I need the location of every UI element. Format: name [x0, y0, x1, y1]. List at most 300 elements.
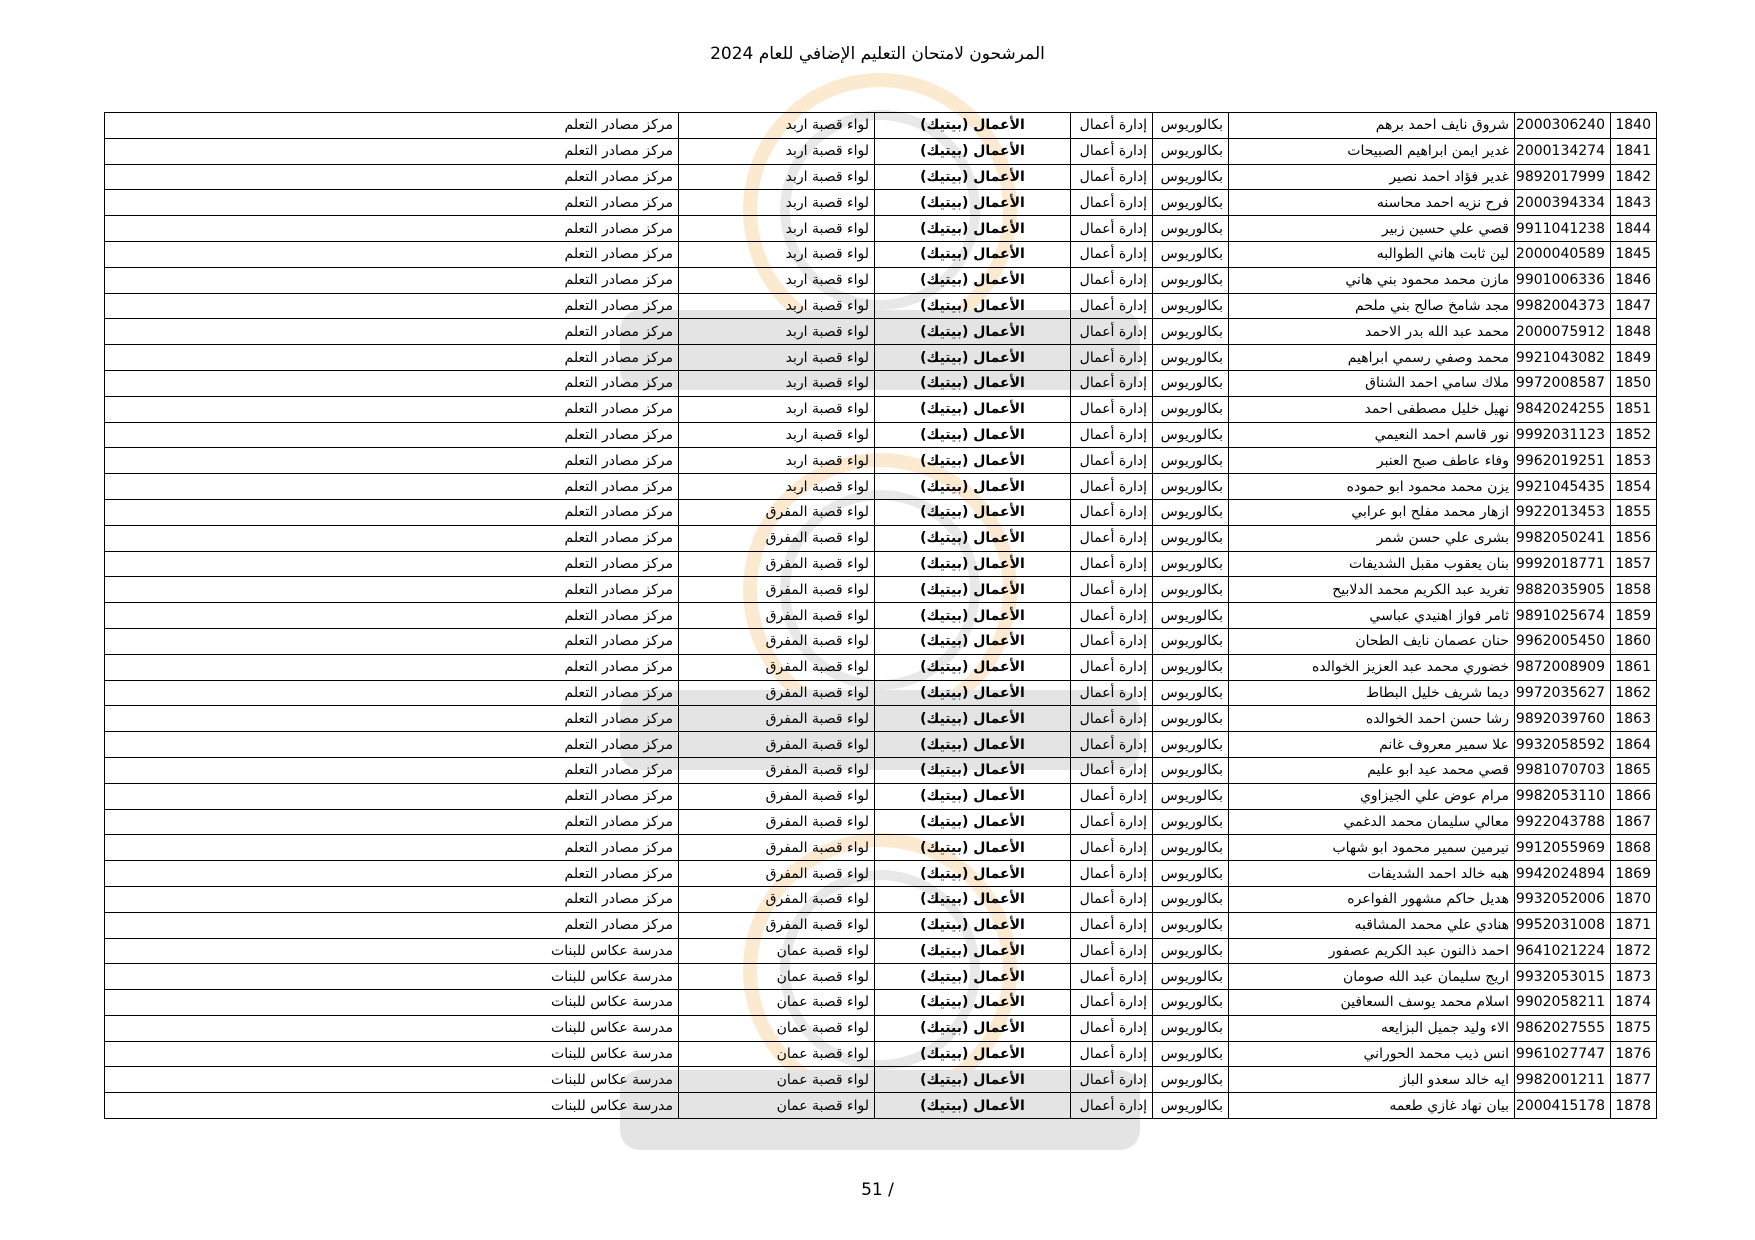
- exam-center-cell: مركز مصادر التعلم: [105, 706, 679, 732]
- national-id-cell: 9992031123: [1515, 422, 1611, 448]
- exam-center-cell: مركز مصادر التعلم: [105, 783, 679, 809]
- degree-cell: بكالوريوس: [1153, 654, 1229, 680]
- exam-center-cell: مركز مصادر التعلم: [105, 138, 679, 164]
- candidate-name-cell: رشا حسن احمد الخوالده: [1229, 706, 1515, 732]
- exam-center-cell: مدرسة عكاس للبنات: [105, 990, 679, 1016]
- district-cell: لواء قصبة المفرق: [679, 732, 875, 758]
- national-id-cell: 9952031008: [1515, 912, 1611, 938]
- degree-cell: بكالوريوس: [1153, 448, 1229, 474]
- degree-cell: بكالوريوس: [1153, 835, 1229, 861]
- table-row: [105, 551, 1657, 577]
- row-number-cell: 1859: [1611, 603, 1657, 629]
- national-id-cell: 9972035627: [1515, 680, 1611, 706]
- national-id-cell: 9972008587: [1515, 370, 1611, 396]
- candidate-name-cell: ديما شريف خليل البطاط: [1229, 680, 1515, 706]
- candidate-name-cell: مرام عوض علي الجيزاوي: [1229, 783, 1515, 809]
- district-cell: لواء قصبة المفرق: [679, 861, 875, 887]
- district-cell: لواء قصبة اربد: [679, 448, 875, 474]
- candidate-name-cell: وفاء عاطف صبح العنبر: [1229, 448, 1515, 474]
- exam-center-cell: مدرسة عكاس للبنات: [105, 1041, 679, 1067]
- table-row: [105, 1041, 1657, 1067]
- district-cell: لواء قصبة المفرق: [679, 551, 875, 577]
- national-id-cell: 9842024255: [1515, 396, 1611, 422]
- row-number-cell: 1876: [1611, 1041, 1657, 1067]
- specialty-cell: إدارة أعمال: [1071, 267, 1153, 293]
- specialty-cell: إدارة أعمال: [1071, 345, 1153, 371]
- district-cell: لواء قصبة اربد: [679, 396, 875, 422]
- district-cell: لواء قصبة المفرق: [679, 835, 875, 861]
- exam-type-cell: الأعمال (بيتيك): [875, 912, 1071, 938]
- national-id-cell: 9942024894: [1515, 861, 1611, 887]
- national-id-cell: 9921045435: [1515, 474, 1611, 500]
- table-row: [105, 345, 1657, 371]
- degree-cell: بكالوريوس: [1153, 422, 1229, 448]
- degree-cell: بكالوريوس: [1153, 861, 1229, 887]
- exam-type-cell: الأعمال (بيتيك): [875, 628, 1071, 654]
- national-id-cell: 9932053015: [1515, 964, 1611, 990]
- row-number-cell: 1867: [1611, 809, 1657, 835]
- district-cell: لواء قصبة المفرق: [679, 603, 875, 629]
- exam-center-cell: مركز مصادر التعلم: [105, 757, 679, 783]
- exam-center-cell: مركز مصادر التعلم: [105, 474, 679, 500]
- row-number-cell: 1853: [1611, 448, 1657, 474]
- specialty-cell: إدارة أعمال: [1071, 732, 1153, 758]
- table-row: [105, 267, 1657, 293]
- specialty-cell: إدارة أعمال: [1071, 835, 1153, 861]
- candidate-name-cell: محمد وصفي رسمي ابراهيم: [1229, 345, 1515, 371]
- exam-center-cell: مركز مصادر التعلم: [105, 448, 679, 474]
- exam-type-cell: الأعمال (بيتيك): [875, 1093, 1071, 1119]
- candidate-name-cell: ملاك سامي احمد الشناق: [1229, 370, 1515, 396]
- table-row: [105, 706, 1657, 732]
- table-body: [105, 113, 1657, 1119]
- row-number-cell: 1849: [1611, 345, 1657, 371]
- row-number-cell: 1865: [1611, 757, 1657, 783]
- exam-center-cell: مدرسة عكاس للبنات: [105, 1015, 679, 1041]
- district-cell: لواء قصبة المفرق: [679, 654, 875, 680]
- exam-center-cell: مركز مصادر التعلم: [105, 886, 679, 912]
- exam-center-cell: مركز مصادر التعلم: [105, 603, 679, 629]
- national-id-cell: 9891025674: [1515, 603, 1611, 629]
- district-cell: لواء قصبة اربد: [679, 216, 875, 242]
- exam-type-cell: الأعمال (بيتيك): [875, 706, 1071, 732]
- row-number-cell: 1870: [1611, 886, 1657, 912]
- exam-type-cell: الأعمال (بيتيك): [875, 138, 1071, 164]
- row-number-cell: 1851: [1611, 396, 1657, 422]
- specialty-cell: إدارة أعمال: [1071, 319, 1153, 345]
- row-number-cell: 1874: [1611, 990, 1657, 1016]
- district-cell: لواء قصبة اربد: [679, 422, 875, 448]
- table-row: [105, 1093, 1657, 1119]
- degree-cell: بكالوريوس: [1153, 113, 1229, 139]
- exam-center-cell: مركز مصادر التعلم: [105, 551, 679, 577]
- exam-center-cell: مركز مصادر التعلم: [105, 293, 679, 319]
- exam-type-cell: الأعمال (بيتيك): [875, 319, 1071, 345]
- candidate-name-cell: لين ثابت هاني الطوالبه: [1229, 241, 1515, 267]
- degree-cell: بكالوريوس: [1153, 293, 1229, 319]
- table-row: [105, 525, 1657, 551]
- national-id-cell: 9982050241: [1515, 525, 1611, 551]
- district-cell: لواء قصبة اربد: [679, 241, 875, 267]
- district-cell: لواء قصبة عمان: [679, 1093, 875, 1119]
- table-row: [105, 886, 1657, 912]
- exam-center-cell: مركز مصادر التعلم: [105, 861, 679, 887]
- degree-cell: بكالوريوس: [1153, 267, 1229, 293]
- specialty-cell: إدارة أعمال: [1071, 422, 1153, 448]
- degree-cell: بكالوريوس: [1153, 783, 1229, 809]
- district-cell: لواء قصبة المفرق: [679, 680, 875, 706]
- specialty-cell: إدارة أعمال: [1071, 241, 1153, 267]
- district-cell: لواء قصبة اربد: [679, 138, 875, 164]
- table-row: [105, 938, 1657, 964]
- table-row: [105, 190, 1657, 216]
- district-cell: لواء قصبة المفرق: [679, 783, 875, 809]
- specialty-cell: إدارة أعمال: [1071, 396, 1153, 422]
- exam-type-cell: الأعمال (بيتيك): [875, 732, 1071, 758]
- exam-type-cell: الأعمال (بيتيك): [875, 886, 1071, 912]
- exam-center-cell: مركز مصادر التعلم: [105, 654, 679, 680]
- national-id-cell: 9982001211: [1515, 1067, 1611, 1093]
- specialty-cell: إدارة أعمال: [1071, 990, 1153, 1016]
- candidate-name-cell: علا سمير معروف غانم: [1229, 732, 1515, 758]
- exam-type-cell: الأعمال (بيتيك): [875, 190, 1071, 216]
- row-number-cell: 1866: [1611, 783, 1657, 809]
- national-id-cell: 2000134274: [1515, 138, 1611, 164]
- row-number-cell: 1862: [1611, 680, 1657, 706]
- district-cell: لواء قصبة المفرق: [679, 628, 875, 654]
- table-row: [105, 499, 1657, 525]
- candidate-name-cell: ثامر فواز اهنيدي عباسي: [1229, 603, 1515, 629]
- table-row: [105, 861, 1657, 887]
- degree-cell: بكالوريوس: [1153, 912, 1229, 938]
- exam-type-cell: الأعمال (بيتيك): [875, 861, 1071, 887]
- exam-center-cell: مدرسة عكاس للبنات: [105, 1093, 679, 1119]
- specialty-cell: إدارة أعمال: [1071, 474, 1153, 500]
- exam-center-cell: مدرسة عكاس للبنات: [105, 938, 679, 964]
- exam-type-cell: الأعمال (بيتيك): [875, 990, 1071, 1016]
- national-id-cell: 9932052006: [1515, 886, 1611, 912]
- degree-cell: بكالوريوس: [1153, 886, 1229, 912]
- degree-cell: بكالوريوس: [1153, 732, 1229, 758]
- national-id-cell: 9862027555: [1515, 1015, 1611, 1041]
- candidate-name-cell: ايه خالد سعدو الباز: [1229, 1067, 1515, 1093]
- candidate-name-cell: هديل حاكم مشهور الفواعره: [1229, 886, 1515, 912]
- candidate-name-cell: نهيل خليل مصطفى احمد: [1229, 396, 1515, 422]
- national-id-cell: 9932058592: [1515, 732, 1611, 758]
- district-cell: لواء قصبة عمان: [679, 990, 875, 1016]
- table-row: [105, 422, 1657, 448]
- table-row: [105, 783, 1657, 809]
- degree-cell: بكالوريوس: [1153, 1041, 1229, 1067]
- specialty-cell: إدارة أعمال: [1071, 370, 1153, 396]
- degree-cell: بكالوريوس: [1153, 474, 1229, 500]
- table-row: [105, 603, 1657, 629]
- candidate-name-cell: اسلام محمد يوسف السعافين: [1229, 990, 1515, 1016]
- exam-type-cell: الأعمال (بيتيك): [875, 1067, 1071, 1093]
- degree-cell: بكالوريوس: [1153, 525, 1229, 551]
- specialty-cell: إدارة أعمال: [1071, 216, 1153, 242]
- district-cell: لواء قصبة عمان: [679, 1015, 875, 1041]
- table-row: [105, 474, 1657, 500]
- exam-center-cell: مركز مصادر التعلم: [105, 241, 679, 267]
- specialty-cell: إدارة أعمال: [1071, 783, 1153, 809]
- degree-cell: بكالوريوس: [1153, 577, 1229, 603]
- district-cell: لواء قصبة اربد: [679, 345, 875, 371]
- candidate-name-cell: خضوري محمد عبد العزيز الخوالده: [1229, 654, 1515, 680]
- degree-cell: بكالوريوس: [1153, 190, 1229, 216]
- degree-cell: بكالوريوس: [1153, 990, 1229, 1016]
- candidate-name-cell: مجد شامخ صالح بني ملحم: [1229, 293, 1515, 319]
- table-row: [105, 1015, 1657, 1041]
- row-number-cell: 1857: [1611, 551, 1657, 577]
- degree-cell: بكالوريوس: [1153, 628, 1229, 654]
- candidate-name-cell: الاء وليد جميل البزايعه: [1229, 1015, 1515, 1041]
- candidate-name-cell: نيرمين سمير محمود ابو شهاب: [1229, 835, 1515, 861]
- degree-cell: بكالوريوس: [1153, 680, 1229, 706]
- row-number-cell: 1856: [1611, 525, 1657, 551]
- degree-cell: بكالوريوس: [1153, 138, 1229, 164]
- national-id-cell: 9901006336: [1515, 267, 1611, 293]
- national-id-cell: 9882035905: [1515, 577, 1611, 603]
- table-row: [105, 319, 1657, 345]
- exam-type-cell: الأعمال (بيتيك): [875, 241, 1071, 267]
- row-number-cell: 1872: [1611, 938, 1657, 964]
- degree-cell: بكالوريوس: [1153, 1093, 1229, 1119]
- specialty-cell: إدارة أعمال: [1071, 964, 1153, 990]
- exam-type-cell: الأعمال (بيتيك): [875, 757, 1071, 783]
- table-row: [105, 1067, 1657, 1093]
- row-number-cell: 1843: [1611, 190, 1657, 216]
- exam-type-cell: الأعمال (بيتيك): [875, 113, 1071, 139]
- exam-type-cell: الأعمال (بيتيك): [875, 783, 1071, 809]
- exam-type-cell: الأعمال (بيتيك): [875, 396, 1071, 422]
- exam-center-cell: مركز مصادر التعلم: [105, 164, 679, 190]
- exam-center-cell: مركز مصادر التعلم: [105, 370, 679, 396]
- district-cell: لواء قصبة اربد: [679, 113, 875, 139]
- row-number-cell: 1861: [1611, 654, 1657, 680]
- table-row: [105, 912, 1657, 938]
- district-cell: لواء قصبة المفرق: [679, 886, 875, 912]
- row-number-cell: 1871: [1611, 912, 1657, 938]
- degree-cell: بكالوريوس: [1153, 1015, 1229, 1041]
- candidate-name-cell: قصي علي حسين زبير: [1229, 216, 1515, 242]
- district-cell: لواء قصبة اربد: [679, 267, 875, 293]
- district-cell: لواء قصبة المفرق: [679, 525, 875, 551]
- exam-center-cell: مركز مصادر التعلم: [105, 396, 679, 422]
- district-cell: لواء قصبة المفرق: [679, 499, 875, 525]
- row-number-cell: 1840: [1611, 113, 1657, 139]
- row-number-cell: 1852: [1611, 422, 1657, 448]
- row-number-cell: 1846: [1611, 267, 1657, 293]
- exam-type-cell: الأعمال (بيتيك): [875, 577, 1071, 603]
- specialty-cell: إدارة أعمال: [1071, 628, 1153, 654]
- table-row: [105, 654, 1657, 680]
- candidate-name-cell: يزن محمد محمود ابو حموده: [1229, 474, 1515, 500]
- national-id-cell: 9922043788: [1515, 809, 1611, 835]
- exam-center-cell: مركز مصادر التعلم: [105, 809, 679, 835]
- row-number-cell: 1863: [1611, 706, 1657, 732]
- table-row: [105, 448, 1657, 474]
- degree-cell: بكالوريوس: [1153, 809, 1229, 835]
- district-cell: لواء قصبة المفرق: [679, 809, 875, 835]
- district-cell: لواء قصبة اربد: [679, 293, 875, 319]
- table-row: [105, 293, 1657, 319]
- exam-type-cell: الأعمال (بيتيك): [875, 216, 1071, 242]
- exam-type-cell: الأعمال (بيتيك): [875, 422, 1071, 448]
- specialty-cell: إدارة أعمال: [1071, 138, 1153, 164]
- degree-cell: بكالوريوس: [1153, 603, 1229, 629]
- district-cell: لواء قصبة اربد: [679, 319, 875, 345]
- exam-type-cell: الأعمال (بيتيك): [875, 1041, 1071, 1067]
- candidate-name-cell: بنان يعقوب مقبل الشديفات: [1229, 551, 1515, 577]
- candidates-table: [104, 112, 1657, 1119]
- row-number-cell: 1873: [1611, 964, 1657, 990]
- degree-cell: بكالوريوس: [1153, 499, 1229, 525]
- candidate-name-cell: تغريد عبد الكريم محمد الدلابيح: [1229, 577, 1515, 603]
- table-row: [105, 396, 1657, 422]
- exam-type-cell: الأعمال (بيتيك): [875, 1015, 1071, 1041]
- district-cell: لواء قصبة عمان: [679, 938, 875, 964]
- specialty-cell: إدارة أعمال: [1071, 1067, 1153, 1093]
- national-id-cell: 9922013453: [1515, 499, 1611, 525]
- table-row: [105, 680, 1657, 706]
- district-cell: لواء قصبة المفرق: [679, 912, 875, 938]
- candidate-name-cell: احمد ذالنون عبد الكريم عصفور: [1229, 938, 1515, 964]
- exam-center-cell: مركز مصادر التعلم: [105, 319, 679, 345]
- exam-center-cell: مركز مصادر التعلم: [105, 216, 679, 242]
- specialty-cell: إدارة أعمال: [1071, 1015, 1153, 1041]
- exam-type-cell: الأعمال (بيتيك): [875, 551, 1071, 577]
- national-id-cell: 9892039760: [1515, 706, 1611, 732]
- row-number-cell: 1848: [1611, 319, 1657, 345]
- row-number-cell: 1875: [1611, 1015, 1657, 1041]
- specialty-cell: إدارة أعمال: [1071, 293, 1153, 319]
- exam-type-cell: الأعمال (بيتيك): [875, 654, 1071, 680]
- national-id-cell: 2000075912: [1515, 319, 1611, 345]
- table-row: [105, 732, 1657, 758]
- exam-center-cell: مركز مصادر التعلم: [105, 732, 679, 758]
- row-number-cell: 1877: [1611, 1067, 1657, 1093]
- candidate-name-cell: حنان عصمان نايف الطحان: [1229, 628, 1515, 654]
- specialty-cell: إدارة أعمال: [1071, 861, 1153, 887]
- exam-type-cell: الأعمال (بيتيك): [875, 164, 1071, 190]
- exam-type-cell: الأعمال (بيتيك): [875, 267, 1071, 293]
- exam-type-cell: الأعمال (بيتيك): [875, 603, 1071, 629]
- degree-cell: بكالوريوس: [1153, 396, 1229, 422]
- exam-type-cell: الأعمال (بيتيك): [875, 809, 1071, 835]
- degree-cell: بكالوريوس: [1153, 319, 1229, 345]
- degree-cell: بكالوريوس: [1153, 964, 1229, 990]
- exam-center-cell: مركز مصادر التعلم: [105, 422, 679, 448]
- specialty-cell: إدارة أعمال: [1071, 912, 1153, 938]
- degree-cell: بكالوريوس: [1153, 938, 1229, 964]
- candidate-name-cell: بيان نهاد غازي طعمه: [1229, 1093, 1515, 1119]
- national-id-cell: 2000415178: [1515, 1093, 1611, 1119]
- table-row: [105, 990, 1657, 1016]
- candidate-name-cell: قصي محمد عيد ابو عليم: [1229, 757, 1515, 783]
- specialty-cell: إدارة أعمال: [1071, 164, 1153, 190]
- national-id-cell: 9872008909: [1515, 654, 1611, 680]
- row-number-cell: 1858: [1611, 577, 1657, 603]
- row-number-cell: 1844: [1611, 216, 1657, 242]
- candidate-name-cell: معالي سليمان محمد الدغمي: [1229, 809, 1515, 835]
- exam-center-cell: مركز مصادر التعلم: [105, 628, 679, 654]
- exam-type-cell: الأعمال (بيتيك): [875, 835, 1071, 861]
- exam-type-cell: الأعمال (بيتيك): [875, 370, 1071, 396]
- exam-center-cell: مركز مصادر التعلم: [105, 912, 679, 938]
- exam-type-cell: الأعمال (بيتيك): [875, 964, 1071, 990]
- degree-cell: بكالوريوس: [1153, 706, 1229, 732]
- table-row: [105, 809, 1657, 835]
- candidate-name-cell: هبه خالد احمد الشديفات: [1229, 861, 1515, 887]
- table-row: [105, 241, 1657, 267]
- exam-type-cell: الأعمال (بيتيك): [875, 938, 1071, 964]
- candidate-name-cell: محمد عبد الله بدر الاحمد: [1229, 319, 1515, 345]
- specialty-cell: إدارة أعمال: [1071, 499, 1153, 525]
- specialty-cell: إدارة أعمال: [1071, 809, 1153, 835]
- table-row: [105, 835, 1657, 861]
- exam-center-cell: مركز مصادر التعلم: [105, 345, 679, 371]
- exam-center-cell: مركز مصادر التعلم: [105, 525, 679, 551]
- degree-cell: بكالوريوس: [1153, 1067, 1229, 1093]
- national-id-cell: 9962019251: [1515, 448, 1611, 474]
- specialty-cell: إدارة أعمال: [1071, 706, 1153, 732]
- specialty-cell: إدارة أعمال: [1071, 551, 1153, 577]
- candidate-name-cell: مازن محمد محمود بني هاني: [1229, 267, 1515, 293]
- national-id-cell: 9902058211: [1515, 990, 1611, 1016]
- row-number-cell: 1847: [1611, 293, 1657, 319]
- degree-cell: بكالوريوس: [1153, 551, 1229, 577]
- exam-center-cell: مركز مصادر التعلم: [105, 835, 679, 861]
- exam-type-cell: الأعمال (بيتيك): [875, 680, 1071, 706]
- exam-type-cell: الأعمال (بيتيك): [875, 499, 1071, 525]
- table-row: [105, 757, 1657, 783]
- district-cell: لواء قصبة المفرق: [679, 757, 875, 783]
- district-cell: لواء قصبة المفرق: [679, 577, 875, 603]
- specialty-cell: إدارة أعمال: [1071, 603, 1153, 629]
- national-id-cell: 9982053110: [1515, 783, 1611, 809]
- exam-center-cell: مركز مصادر التعلم: [105, 577, 679, 603]
- exam-type-cell: الأعمال (بيتيك): [875, 293, 1071, 319]
- table-row: [105, 370, 1657, 396]
- specialty-cell: إدارة أعمال: [1071, 448, 1153, 474]
- district-cell: لواء قصبة اربد: [679, 370, 875, 396]
- specialty-cell: إدارة أعمال: [1071, 886, 1153, 912]
- district-cell: لواء قصبة عمان: [679, 964, 875, 990]
- page-title: المرشحون لامتحان التعليم الإضافي للعام 2024: [710, 44, 1045, 64]
- district-cell: لواء قصبة اربد: [679, 164, 875, 190]
- national-id-cell: 9912055969: [1515, 835, 1611, 861]
- specialty-cell: إدارة أعمال: [1071, 938, 1153, 964]
- national-id-cell: 9992018771: [1515, 551, 1611, 577]
- row-number-cell: 1869: [1611, 861, 1657, 887]
- degree-cell: بكالوريوس: [1153, 164, 1229, 190]
- degree-cell: بكالوريوس: [1153, 216, 1229, 242]
- candidate-name-cell: نور قاسم احمد النعيمي: [1229, 422, 1515, 448]
- candidate-name-cell: هنادي علي محمد المشاقبه: [1229, 912, 1515, 938]
- district-cell: لواء قصبة اربد: [679, 190, 875, 216]
- district-cell: لواء قصبة المفرق: [679, 706, 875, 732]
- candidate-name-cell: انس ذيب محمد الحوراني: [1229, 1041, 1515, 1067]
- national-id-cell: 9641021224: [1515, 938, 1611, 964]
- candidate-name-cell: غدير فؤاد احمد نصير: [1229, 164, 1515, 190]
- table-row: [105, 577, 1657, 603]
- national-id-cell: 2000306240: [1515, 113, 1611, 139]
- exam-type-cell: الأعمال (بيتيك): [875, 474, 1071, 500]
- row-number-cell: 1842: [1611, 164, 1657, 190]
- exam-center-cell: مدرسة عكاس للبنات: [105, 1067, 679, 1093]
- table-row: [105, 628, 1657, 654]
